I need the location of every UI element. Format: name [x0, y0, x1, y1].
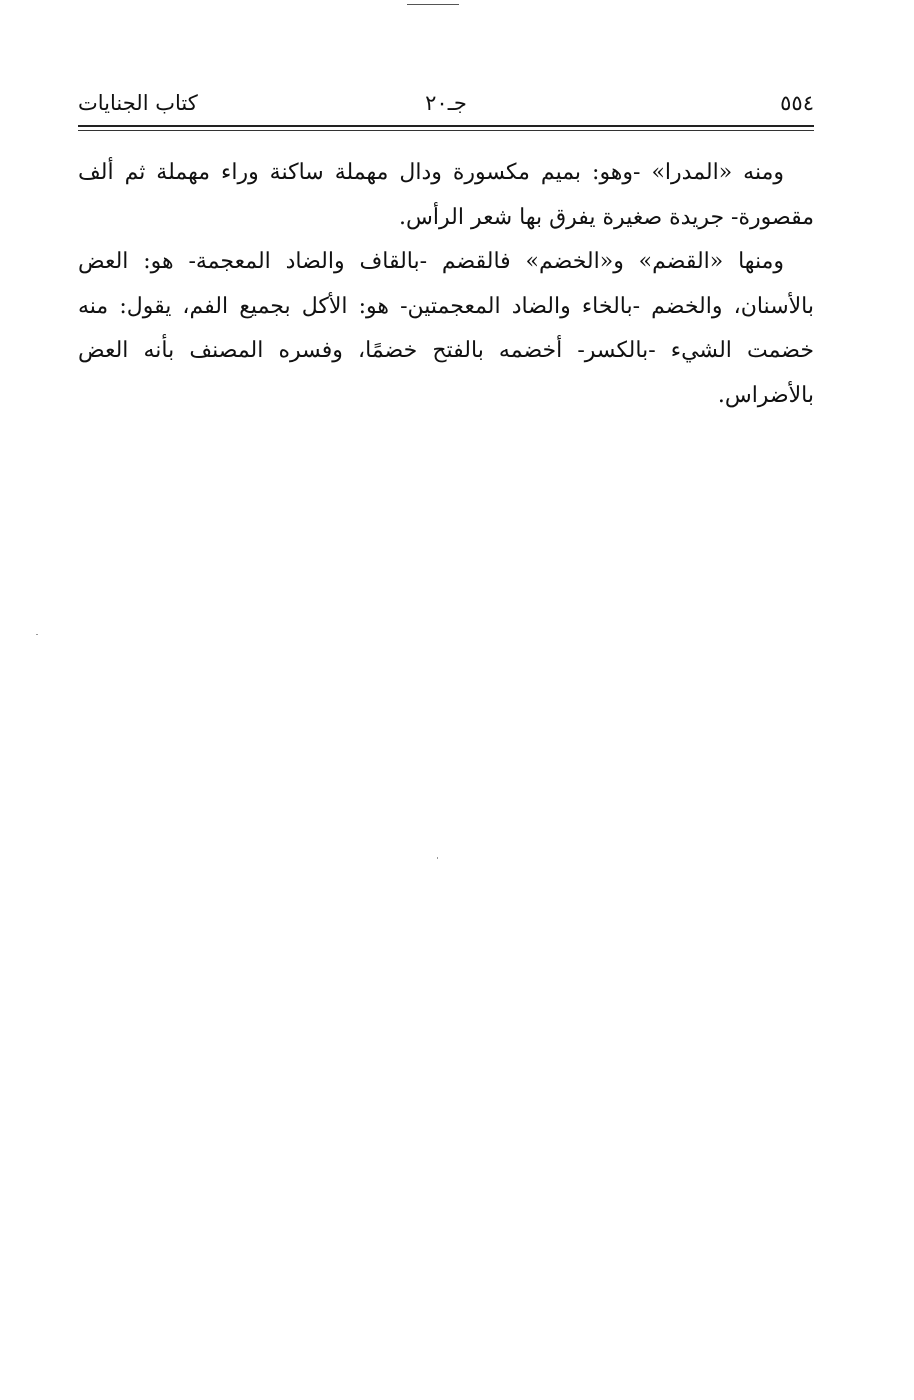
page-header [78, 88, 814, 124]
header-rule-thick [78, 125, 814, 127]
body-text [78, 151, 814, 418]
book-title: كتاب الجنايات [78, 91, 198, 115]
paragraph-1: ومنه «المدرا» -وهو: بميم مكسورة ودال مهملة ساكنة وراء مهملة ثم ألف مقصورة- جريدة صغيرة يفرق بها شعر الرأس. [78, 160, 814, 230]
page-number: ٥٥٤ [780, 91, 814, 115]
header-rule-thin [78, 130, 814, 131]
paragraph-2: ومنها «القضم» و«الخضم» فالقضم -بالقاف والضاد المعجمة- هو: العض بالأسنان، والخضم -بالخاء والضاد المعجمتين- هو: الأكل بجميع الفم، يقول: منه خضمت الشيء -بالكسر- أخضمه بالفتح خضمًا، وفسره المصنف بأنه العض بالأضراس. [78, 249, 814, 408]
scan-speck [437, 857, 438, 859]
top-edge-mark [407, 4, 459, 5]
scan-speck [36, 634, 38, 635]
volume-label: جـ٢٠ [425, 91, 467, 115]
